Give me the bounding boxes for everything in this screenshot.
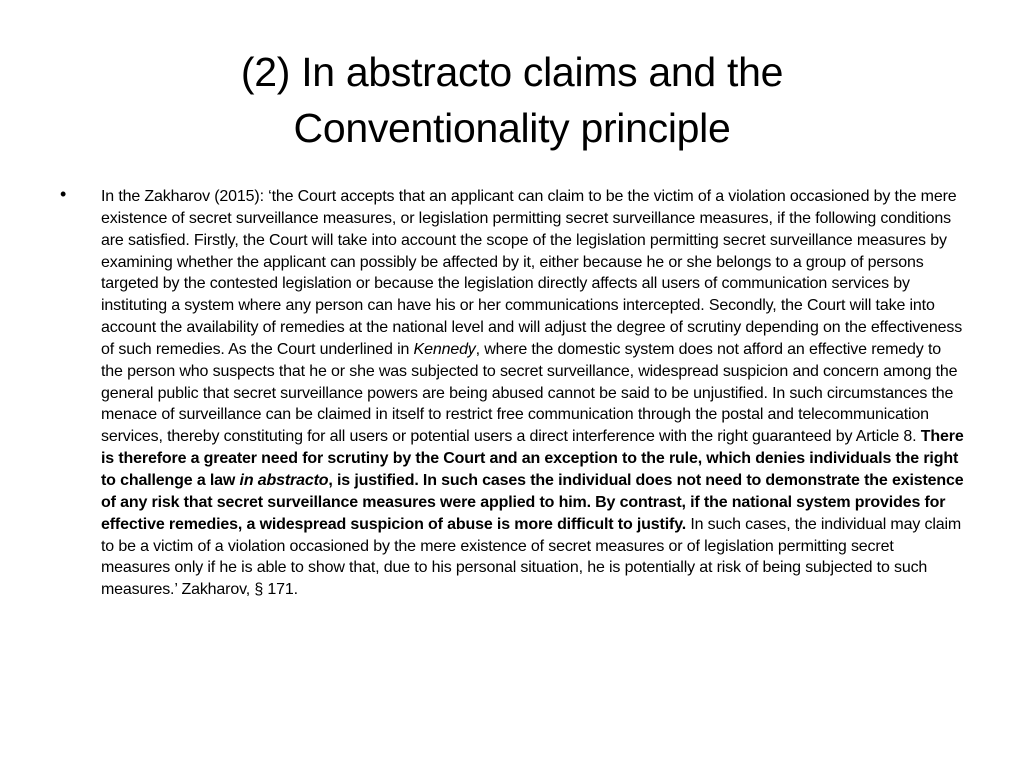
case-name-kennedy: Kennedy <box>413 340 476 358</box>
slide-title-line-1: (2) In abstracto claims and the <box>240 49 784 95</box>
slide-title-line-2: Conventionality principle <box>293 105 731 151</box>
in-abstracto-term: in abstracto <box>239 471 329 489</box>
slide-title <box>80 44 944 156</box>
bold-emphasis-2: , is justified. In such cases the individual does not need to demonstrate the existence of any risk that secret surveillance measures were applied to him. By contrast, if the national system provides for effective remedies, a widespread suspicion of abuse is more difficult to justify. <box>101 471 964 533</box>
bullet-text-part-7: In such cases, the individual may claim to be a victim of a violation occasioned by the mere existence of secret measures or of legislation permitting secret measures only if he is able to show that, due to his personal situation, he is potentially at risk of being subjected to such measures.’ Zakharov, § 171. <box>101 515 962 599</box>
bullet-text <box>101 188 964 598</box>
bold-italic-in-abstracto <box>240 472 329 489</box>
bullet-dot-icon: • <box>60 184 67 204</box>
bullet-text-part-3: , where the domestic system does not afford an effective remedy to the person who suspects that he or she was subjected to secret surveillance, widespread suspicion and concern among the general public that secret surveillance powers are being abused cannot be said to be unjustified. In such circumstances the menace of surveillance can be claimed in itself to restrict free communication through the postal and telecommunication services, thereby constituting for all users or potential users a direct interference with the right guaranteed by Article 8. <box>101 340 958 446</box>
bold-emphasis-1: There is therefore a greater need for scrutiny by the Court and an exception to the rule, which denies individuals the right to challenge a law <box>101 428 964 489</box>
bullet-list <box>60 186 965 601</box>
bullet-text-part-1: In the Zakharov (2015): ‘the Court accepts that an applicant can claim to be the victim of a violation occasioned by the mere existence of secret surveillance measures, or legislation permitting secret surveillance measures, if the following conditions are satisfied. Firstly, the Court will take into account the scope of the legislation permitting secret surveillance measures by examining whether the applicant can possibly be affected by it, either because he or she belongs to a group of persons targeted by the contested legislation or because the legislation directly affects all users of communication services by instituting a system where any person can have his or her communications intercepted. Secondly, the Court will take into account the availability of remedies at the national level and will adjust the degree of scrutiny depending on the effectiveness of such remedies. As the Court underlined in <box>101 188 963 358</box>
bullet-item <box>60 186 965 601</box>
